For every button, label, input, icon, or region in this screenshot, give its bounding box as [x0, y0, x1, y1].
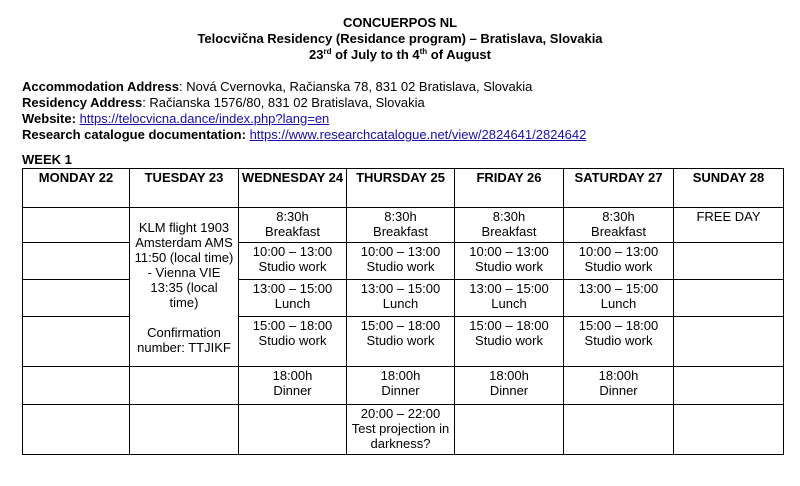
- studio-work-cell: 10:00 – 13:00 Studio work: [239, 243, 347, 280]
- empty-cell: [564, 405, 674, 455]
- empty-cell: [674, 367, 784, 405]
- empty-cell: [23, 405, 130, 455]
- breakfast-cell: 8:30h Breakfast: [455, 208, 564, 243]
- website-label: Website:: [22, 111, 76, 126]
- week-label: WEEK 1: [22, 152, 72, 167]
- table-row: [23, 405, 784, 455]
- dinner-cell: 18:00h Dinner: [347, 367, 455, 405]
- empty-cell: [130, 367, 239, 405]
- empty-cell: [23, 367, 130, 405]
- empty-cell: [674, 280, 784, 317]
- document-subtitle: Telocvična Residency (Residance program) – Bratislava, Slovakia: [197, 31, 603, 46]
- website-link[interactable]: https://telocvicna.dance/index.php?lang=en: [79, 111, 330, 126]
- studio-work-cell: 15:00 – 18:00 Studio work: [564, 317, 674, 367]
- studio-work-cell: 15:00 – 18:00 Studio work: [455, 317, 564, 367]
- studio-work-cell: 15:00 – 18:00 Studio work: [239, 317, 347, 367]
- breakfast-cell: 8:30h Breakfast: [239, 208, 347, 243]
- accommodation-address: [22, 79, 532, 94]
- residency-address: [22, 95, 425, 110]
- test-projection-cell: 20:00 – 22:00 Test projection in darkness?: [347, 405, 455, 455]
- accommodation-label: Accommodation Address: [22, 79, 179, 94]
- residency-label: Residency Address: [22, 95, 143, 110]
- free-day-cell: FREE DAY: [674, 208, 784, 243]
- empty-cell: [23, 317, 130, 367]
- table-header-row: [23, 169, 784, 208]
- day-header: WEDNESDAY 24: [239, 169, 347, 208]
- day-header: FRIDAY 26: [455, 169, 564, 208]
- studio-work-cell: 10:00 – 13:00 Studio work: [455, 243, 564, 280]
- day-header: TUESDAY 23: [130, 169, 239, 208]
- lunch-cell: 13:00 – 15:00 Lunch: [455, 280, 564, 317]
- residency-value: : Račianska 1576/80, 831 02 Bratislava, Slovakia: [142, 95, 425, 110]
- catalogue-link[interactable]: https://www.researchcatalogue.net/view/2824641/2824642: [249, 127, 587, 142]
- empty-cell: [130, 405, 239, 455]
- accommodation-value: : Nová Cvernovka, Račianska 78, 831 02 Bratislava, Slovakia: [179, 79, 533, 94]
- dinner-cell: 18:00h Dinner: [239, 367, 347, 405]
- day-header: SATURDAY 27: [564, 169, 674, 208]
- empty-cell: [674, 317, 784, 367]
- catalogue-line: [22, 127, 586, 142]
- empty-cell: [23, 280, 130, 317]
- empty-cell: [455, 405, 564, 455]
- studio-work-cell: 10:00 – 13:00 Studio work: [564, 243, 674, 280]
- empty-cell: [23, 243, 130, 280]
- lunch-cell: 13:00 – 15:00 Lunch: [239, 280, 347, 317]
- schedule-table: [22, 168, 784, 455]
- website-line: [22, 111, 329, 126]
- flight-info-cell: KLM flight 1903 Amsterdam AMS 11:50 (local time) - Vienna VIE 13:35 (local time) Confirmation number: TTJIKF: [130, 208, 239, 367]
- catalogue-label: Research catalogue documentation:: [22, 127, 246, 142]
- table-row: [23, 367, 784, 405]
- day-header: SUNDAY 28: [674, 169, 784, 208]
- breakfast-cell: 8:30h Breakfast: [347, 208, 455, 243]
- day-header: MONDAY 22: [23, 169, 130, 208]
- lunch-cell: 13:00 – 15:00 Lunch: [347, 280, 455, 317]
- studio-work-cell: 10:00 – 13:00 Studio work: [347, 243, 455, 280]
- breakfast-cell: 8:30h Breakfast: [564, 208, 674, 243]
- residency-dates: 23rd of July to th 4th of August: [309, 47, 491, 62]
- empty-cell: [239, 405, 347, 455]
- empty-cell: [23, 208, 130, 243]
- lunch-cell: 13:00 – 15:00 Lunch: [564, 280, 674, 317]
- empty-cell: [674, 405, 784, 455]
- studio-work-cell: 15:00 – 18:00 Studio work: [347, 317, 455, 367]
- dinner-cell: 18:00h Dinner: [455, 367, 564, 405]
- document-title: CONCUERPOS NL: [342, 15, 458, 30]
- day-header: THURSDAY 25: [347, 169, 455, 208]
- table-row: [23, 208, 784, 243]
- dinner-cell: 18:00h Dinner: [564, 367, 674, 405]
- empty-cell: [674, 243, 784, 280]
